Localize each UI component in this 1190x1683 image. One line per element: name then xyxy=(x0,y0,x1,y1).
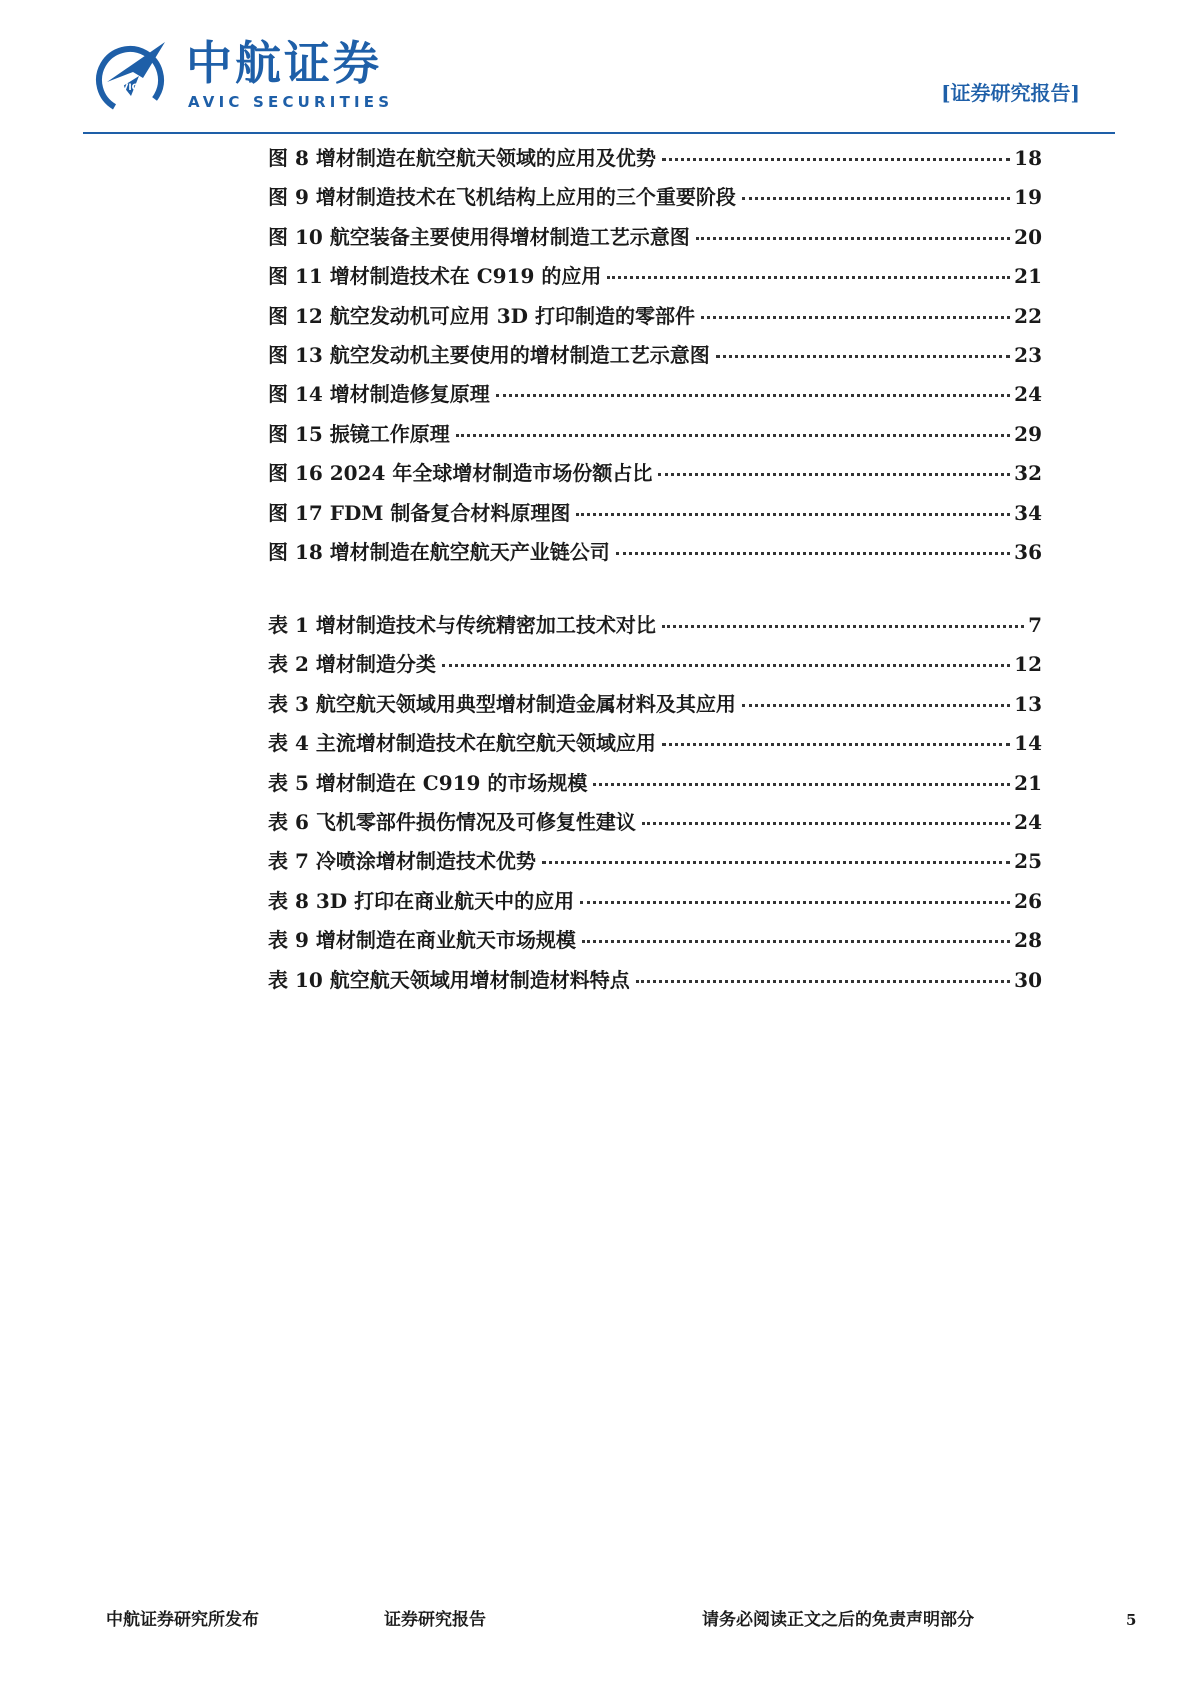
toc-entry-page: 26 xyxy=(1014,888,1042,913)
toc-entry-title: 图 17 FDM 制备复合材料原理图 xyxy=(268,500,571,525)
toc-entry-table-10[interactable] xyxy=(268,961,1042,1000)
toc-entry-table-4[interactable] xyxy=(268,724,1042,763)
toc-entry-title: 表 10 航空航天领域用增材制造材料特点 xyxy=(268,967,630,992)
toc-leader-dots xyxy=(607,276,1010,279)
toc-entry-title: 表 8 3D 打印在商业航天中的应用 xyxy=(268,888,575,913)
toc-entry-title: 表 4 主流增材制造技术在航空航天领域应用 xyxy=(268,731,656,756)
report-type-tag: [证券研究报告] xyxy=(941,81,1080,105)
toc-leader-dots xyxy=(593,783,1010,786)
toc-leader-dots xyxy=(442,664,1010,667)
toc-leader-dots xyxy=(576,513,1010,516)
toc-entry-table-6[interactable] xyxy=(268,803,1042,842)
toc-entry-page: 24 xyxy=(1014,809,1042,834)
toc-entry-page: 20 xyxy=(1014,224,1042,249)
toc-leader-dots xyxy=(542,861,1010,864)
toc-entry-table-5[interactable] xyxy=(268,764,1042,803)
toc-leader-dots xyxy=(582,940,1010,943)
toc-entry-page: 14 xyxy=(1014,731,1042,756)
toc-entry-title: 表 9 增材制造在商业航天市场规模 xyxy=(268,928,576,953)
toc-entry-page: 12 xyxy=(1014,652,1042,677)
toc-entry-page: 29 xyxy=(1014,421,1042,446)
toc-leader-dots xyxy=(496,394,1010,397)
toc-entry-title: 图 12 航空发动机可应用 3D 打印制造的零部件 xyxy=(268,303,695,328)
toc-leader-dots xyxy=(636,980,1010,983)
toc-entry-figure-16[interactable] xyxy=(268,454,1042,493)
toc-entry-title: 图 11 增材制造技术在 C919 的应用 xyxy=(268,264,602,289)
toc-entry-page: 30 xyxy=(1014,967,1042,992)
toc-entry-page: 7 xyxy=(1028,613,1042,637)
toc-entry-page: 19 xyxy=(1014,185,1042,210)
toc-entry-figure-8[interactable] xyxy=(268,139,1042,178)
toc-entry-page: 32 xyxy=(1014,461,1042,486)
toc-entry-title: 图 16 2024 年全球增材制造市场份额占比 xyxy=(268,461,653,486)
figure-list xyxy=(268,139,1042,572)
toc-entry-figure-17[interactable] xyxy=(268,494,1042,533)
toc-leader-dots xyxy=(642,822,1010,825)
toc-entry-title: 图 18 增材制造在航空航天产业链公司 xyxy=(268,539,610,564)
toc-leader-dots xyxy=(616,552,1010,555)
toc-entry-figure-9[interactable] xyxy=(268,178,1042,217)
toc-entry-title: 表 2 增材制造分类 xyxy=(268,652,436,677)
toc-leader-dots xyxy=(662,743,1010,746)
toc-entry-page: 13 xyxy=(1014,691,1042,716)
toc-entry-title: 图 14 增材制造修复原理 xyxy=(268,382,490,407)
toc-leader-dots xyxy=(701,316,1010,319)
toc-entry-table-3[interactable] xyxy=(268,685,1042,724)
toc-entry-title: 表 3 航空航天领域用典型增材制造金属材料及其应用 xyxy=(268,691,736,716)
footer-publisher: 中航证券研究所发布 xyxy=(106,1610,259,1630)
toc-leader-dots xyxy=(456,434,1010,437)
toc-entry-table-1[interactable] xyxy=(268,606,1042,645)
toc-entry-figure-13[interactable] xyxy=(268,336,1042,375)
toc-leader-dots xyxy=(742,704,1010,707)
logo-badge: AVIC xyxy=(115,83,139,93)
toc-entry-page: 23 xyxy=(1014,342,1042,367)
toc-entry-title: 图 8 增材制造在航空航天领域的应用及优势 xyxy=(268,146,656,170)
toc-leader-dots xyxy=(658,473,1010,476)
footer-disclaimer: 请务必阅读正文之后的免责声明部分 xyxy=(702,1610,974,1630)
toc-entry-table-7[interactable] xyxy=(268,842,1042,881)
toc-entry-figure-14[interactable] xyxy=(268,375,1042,414)
toc-entry-page: 36 xyxy=(1014,539,1042,564)
table-list xyxy=(268,606,1042,1000)
toc-entry-page: 21 xyxy=(1014,264,1042,289)
toc-leader-dots xyxy=(580,901,1010,904)
toc-entry-page: 34 xyxy=(1014,500,1042,525)
toc-leader-dots xyxy=(662,625,1024,628)
toc-entry-title: 图 15 振镜工作原理 xyxy=(268,421,450,446)
page-footer xyxy=(0,1605,1190,1635)
toc-entry-figure-10[interactable] xyxy=(268,218,1042,257)
toc-entry-table-2[interactable] xyxy=(268,645,1042,684)
toc-leader-dots xyxy=(716,355,1010,358)
footer-report-type: 证券研究报告 xyxy=(384,1610,486,1630)
toc-entry-figure-15[interactable] xyxy=(268,415,1042,454)
toc-leader-dots xyxy=(742,197,1010,200)
toc-leader-dots xyxy=(662,158,1010,161)
toc-entry-title: 表 7 冷喷涂增材制造技术优势 xyxy=(268,849,536,874)
toc-entry-title: 表 1 增材制造技术与传统精密加工技术对比 xyxy=(268,613,656,637)
toc-entry-title: 图 13 航空发动机主要使用的增材制造工艺示意图 xyxy=(268,342,710,367)
header-divider xyxy=(83,132,1115,134)
toc-entry-figure-18[interactable] xyxy=(268,533,1042,572)
toc-entry-title: 表 5 增材制造在 C919 的市场规模 xyxy=(268,770,588,795)
logo-chinese-name: 中航证券 xyxy=(186,36,382,90)
toc-entry-page: 18 xyxy=(1014,146,1042,170)
toc-entry-figure-11[interactable] xyxy=(268,257,1042,296)
toc-entry-page: 25 xyxy=(1014,849,1042,874)
toc-entry-title: 图 10 航空装备主要使用得增材制造工艺示意图 xyxy=(268,224,690,249)
toc-entry-title: 表 6 飞机零部件损伤情况及可修复性建议 xyxy=(268,809,636,834)
toc-entry-title: 图 9 增材制造技术在飞机结构上应用的三个重要阶段 xyxy=(268,185,736,210)
toc-entry-page: 21 xyxy=(1014,770,1042,795)
toc-entry-page: 22 xyxy=(1014,303,1042,328)
avic-logo-icon xyxy=(93,38,171,116)
toc-entry-table-8[interactable] xyxy=(268,882,1042,921)
logo-english-name: AVIC SECURITIES xyxy=(188,93,394,111)
toc-entry-page: 28 xyxy=(1014,928,1042,953)
page-number: 5 xyxy=(1126,1611,1137,1629)
toc-entry-page: 24 xyxy=(1014,382,1042,407)
toc-leader-dots xyxy=(696,237,1010,240)
toc-entry-table-9[interactable] xyxy=(268,921,1042,960)
page-header xyxy=(0,0,1190,140)
toc-entry-figure-12[interactable] xyxy=(268,297,1042,336)
